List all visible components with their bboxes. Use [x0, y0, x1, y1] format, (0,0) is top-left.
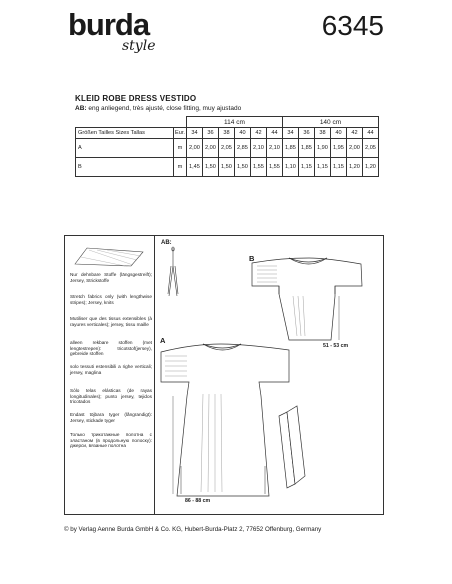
- table-group-row: [76, 117, 379, 128]
- table-header-row: [76, 128, 379, 139]
- fit-label: AB:: [75, 105, 87, 112]
- width-group-140: 140 cm: [282, 117, 378, 128]
- yardage-cell: 1,15: [330, 158, 346, 177]
- yardage-cell: 1,20: [346, 158, 362, 177]
- logo-wordmark: burda: [68, 7, 150, 42]
- yardage-cell: 2,05: [218, 139, 234, 158]
- row-label: A: [76, 139, 174, 158]
- yardage-cell: 1,85: [282, 139, 298, 158]
- view-a-drawing: [161, 344, 289, 496]
- fabric-note-de: Nur dehnbare Stoffe (längsgestreift); Jersey, Strickstoffe: [70, 272, 152, 283]
- yardage-cell: 1,90: [314, 139, 330, 158]
- yardage-cell: 1,50: [202, 158, 218, 177]
- garment-title: KLEID ROBE DRESS VESTIDO: [75, 94, 197, 103]
- table-corner: [76, 117, 174, 128]
- illustration-frame: [64, 235, 384, 515]
- tie-belt-drawing: [279, 406, 305, 488]
- sizes-header: Größen Tailles Sizes Tallas: [76, 128, 174, 139]
- fabric-note-ru: Только трикотажные полотна с эластаном (в продольную полоску): джерси, вязаные полотна: [70, 432, 152, 449]
- fabric-size-table: [75, 116, 379, 177]
- size-cell: 44: [266, 128, 282, 139]
- yardage-cell: 1,85: [298, 139, 314, 158]
- stitch-detail-icon: [168, 247, 178, 296]
- size-cell: 42: [250, 128, 266, 139]
- view-a-length: 86 - 88 cm: [185, 498, 211, 504]
- technical-drawings: [65, 236, 385, 516]
- size-cell: 40: [330, 128, 346, 139]
- fabric-note-fr: Mutiliser que des tissus extensibles (à rayures verticales); jersey, tissu maille: [70, 316, 152, 327]
- burda-logo: [68, 8, 168, 56]
- yardage-cell: 1,20: [362, 158, 378, 177]
- size-cell: 36: [202, 128, 218, 139]
- size-cell: 34: [282, 128, 298, 139]
- yardage-cell: 1,15: [314, 158, 330, 177]
- yardage-cell: 2,00: [186, 139, 202, 158]
- view-b-label: B: [249, 254, 255, 263]
- size-cell: 42: [346, 128, 362, 139]
- yardage-cell: 2,10: [266, 139, 282, 158]
- table-row: [76, 139, 379, 158]
- yardage-cell: 1,50: [234, 158, 250, 177]
- pattern-number: 6345: [321, 10, 384, 41]
- row-label: B: [76, 158, 174, 177]
- view-b-drawing: [252, 258, 362, 340]
- unit-header: Eur.: [174, 128, 187, 139]
- view-b-length: 51 - 53 cm: [323, 343, 349, 349]
- yardage-cell: 1,55: [266, 158, 282, 177]
- row-unit: m: [174, 158, 187, 177]
- yardage-cell: 1,15: [298, 158, 314, 177]
- yardage-cell: 2,05: [362, 139, 378, 158]
- yardage-cell: 2,85: [234, 139, 250, 158]
- view-a-label: A: [160, 336, 166, 345]
- size-cell: 38: [218, 128, 234, 139]
- size-cell: 38: [314, 128, 330, 139]
- width-group-114: 114 cm: [186, 117, 282, 128]
- size-cell: 34: [186, 128, 202, 139]
- size-cell: 44: [362, 128, 378, 139]
- size-cell: 36: [298, 128, 314, 139]
- copyright-footer: © by Verlag Aenne Burda GmbH & Co. KG, Hubert-Burda-Platz 2, 77652 Offenburg, Germany: [64, 526, 322, 533]
- fabric-note-es: Sólo telas elásticas (de rayas longitudinales); punto jersey, tejidos tricotados: [70, 388, 152, 405]
- yardage-cell: 2,00: [202, 139, 218, 158]
- view-ab-label: AB:: [161, 240, 172, 246]
- yardage-cell: 2,00: [346, 139, 362, 158]
- fabric-note-sv: Endast töjbara tyger (långrandigt): Jersey, stickade tyger: [70, 412, 152, 423]
- yardage-cell: 1,95: [330, 139, 346, 158]
- fit-description: [75, 104, 241, 113]
- title-block: [75, 94, 241, 113]
- yardage-cell: 1,45: [186, 158, 202, 177]
- table-corner-unit: [174, 117, 187, 128]
- fabric-note-it: solo tessuti estensibili a righe verticali; jersey, maglina: [70, 364, 152, 375]
- size-cell: 40: [234, 128, 250, 139]
- table-row: [76, 158, 379, 177]
- logo-subtitle: style: [122, 38, 156, 54]
- row-unit: m: [174, 139, 187, 158]
- fabric-note-nl: alleen rekbare stoffen (met lengtestrepen): tricotstof(jersey), gebreide stoffen: [70, 340, 152, 357]
- fit-text: eng anliegend, très ajusté, close fitting, muy ajustado: [86, 105, 242, 112]
- yardage-cell: 2,10: [250, 139, 266, 158]
- yardage-cell: 1,10: [282, 158, 298, 177]
- yardage-cell: 1,50: [218, 158, 234, 177]
- fabric-note-en: Stretch fabrics only (with lengthwise stripes); Jersey, knits: [70, 294, 152, 305]
- yardage-cell: 1,55: [250, 158, 266, 177]
